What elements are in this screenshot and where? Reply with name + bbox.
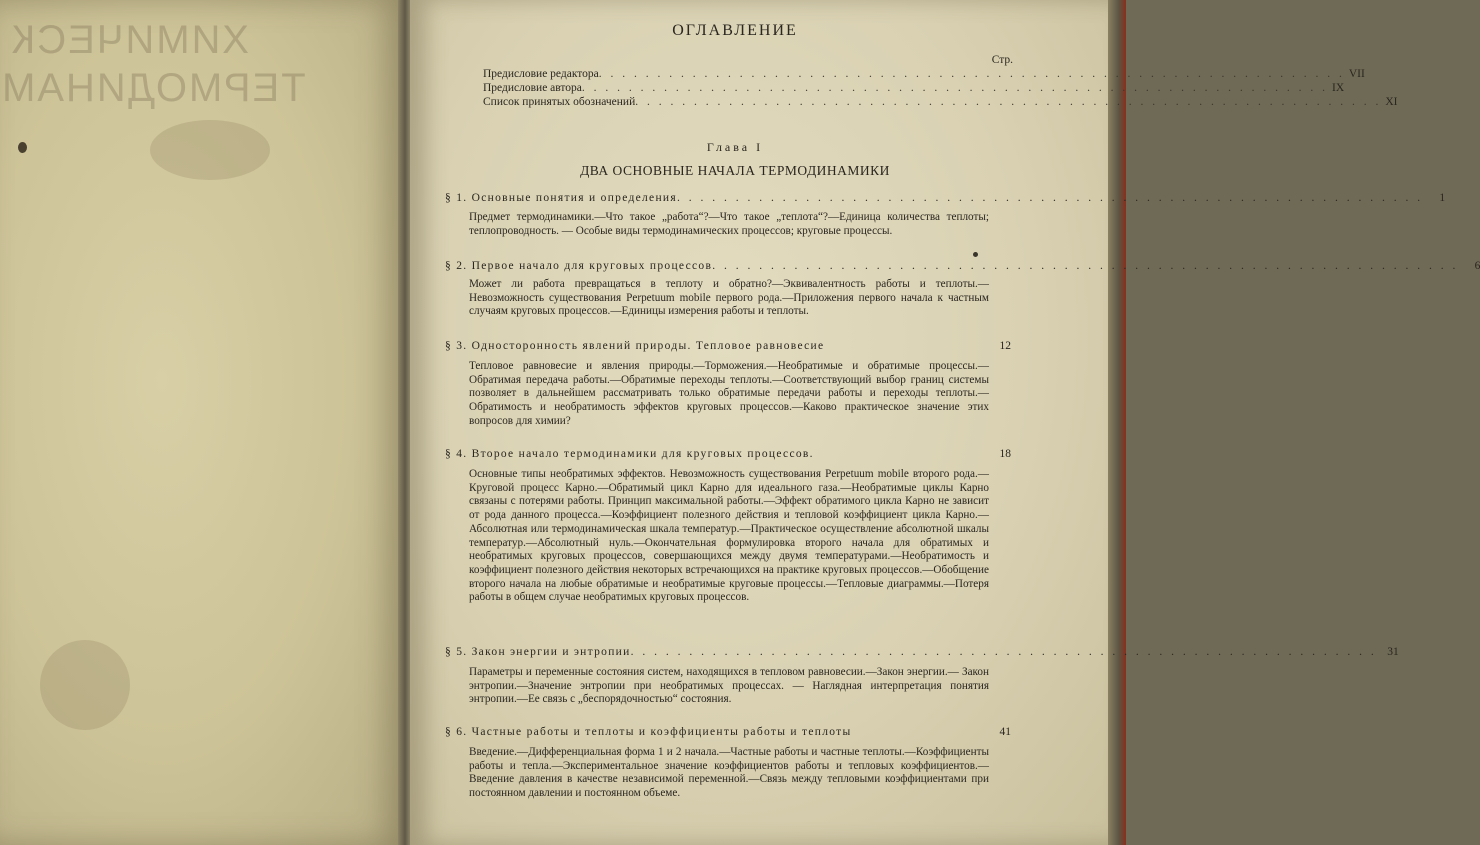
chapter-title: ДВА ОСНОВНЫЕ НАЧАЛА ТЕРМОДИНАМИКИ xyxy=(580,163,890,178)
section-title: § 5. Закон энергии и энтропии xyxy=(445,646,631,658)
leader-dots: . . . . . . . . . . . . . . . . . . . . . . . . . . . . . . . . . . . . . . . . . . . . . . . . . . . . . . . . . . . . . . . . xyxy=(676,192,1424,204)
section-description: Параметры и переменные состояния систем, находящихся в тепловом равновесии.—Закон энергии.— Закон энтропии.—Значение энтропии при необратимых процессах. — Наглядная интерпретация понятия энтропии.—Ее связь с „беспорядочностью“ состояния. xyxy=(469,666,989,706)
leader-dots xyxy=(852,726,989,742)
toc-entry-page: IX xyxy=(1332,82,1345,94)
paper-stain xyxy=(40,640,130,730)
section-description: Может ли работа превращаться в теплоту и обратно?—Эквивалентность работы и теплоты.—Невозможность существования Perpetuum mobile первого рода.—Приложения первого начала к частным случаям круговых процессов.—Единицы измерения работы и теплоты. xyxy=(469,278,989,318)
paper-stain xyxy=(150,120,270,180)
section-page: 18 xyxy=(999,448,1011,460)
toc-entry-page: XI xyxy=(1385,96,1398,108)
section-page: 41 xyxy=(999,726,1011,738)
toc-title: ОГЛАВЛЕНИЕ xyxy=(672,22,798,39)
section-page: 1 xyxy=(1439,192,1446,204)
toc-entry-page: VII xyxy=(1348,68,1365,80)
toc-section-row xyxy=(445,260,1480,276)
section-title: § 1. Основные понятия и определения xyxy=(445,192,677,204)
toc-entry-title: Список принятых обозначений xyxy=(483,96,636,108)
leader-dots xyxy=(824,340,989,356)
section-page: 6 xyxy=(1474,260,1480,272)
toc-front-matter-row xyxy=(483,68,1365,83)
leader-dots: . . . . . . . . . . . . . . . . . . . . . . . . . . . . . . . . . . . . . . . . . . . . . . . . . . . . . . . . . . . . . . . . xyxy=(630,646,1377,658)
toc-section-row xyxy=(445,646,1399,662)
section-description: Введение.—Дифференциальная форма 1 и 2 начала.—Частные работы и частные теплоты.—Коэффициенты работы и тепла.—Экспериментальное значение коэффициентов работы и тепловых коэффициентов.—Введение давления в качестве независимой переменной.—Связь между тепловыми коэффициентами при постоянном давлении и постоянном объеме. xyxy=(469,746,989,800)
section-page: 31 xyxy=(1387,646,1399,658)
page-column-header: Стр. xyxy=(991,54,1013,66)
toc-section-row xyxy=(445,340,1011,356)
section-title: § 2. Первое начало для круговых процессов xyxy=(445,260,713,272)
leader-dots: . . . . . . . . . . . . . . . . . . . . . . . . . . . . . . . . . . . . . . . . . . . . . . . . . . . . . . . . . . . . . . . . xyxy=(598,68,1345,80)
section-description: Основные типы необратимых эффектов. Невозможность существования Perpetuum mobile второго рода.—Круговой процесс Карно.—Обратимый цикл Карно для идеального газа.—Необратимые циклы Карно связаны с потерями работы. Принцип максимальной работы.—Эффект обратимого цикла Карно не зависит от рода данного процесса.—Коэффициент полезного действия и тепловой коэффициент цикла Карно.—Абсолютная или термодинамическая шкала температур.—Практическое осуществление абсолютной шкалы температур.—Абсолютный нуль.—Окончательная формулировка второго начала для обратимых и необратимых круговых процессов, совершающихся между двумя температурами.—Необратимость и коэффициент полезного действия некоторых встречающихся на практике круговых процессов.—Обобщение второго начала на любые обратимые и необратимые круговые процессы.—Тепловые диаграммы.—Потеря работы в общем случае необратимых круговых процессов. xyxy=(469,468,989,604)
leader-dots: . . . . . . . . . . . . . . . . . . . . . . . . . . . . . . . . . . . . . . . . . . . . . . . . . . . . . . . . . . . . . . . . xyxy=(635,96,1382,108)
toc-section-row xyxy=(445,448,1011,464)
left-page xyxy=(0,0,405,845)
toc-entry-title: Предисловие редактора xyxy=(483,68,599,80)
section-title: § 3. Односторонность явлений природы. Тепловое равновесие xyxy=(445,340,825,352)
section-title: § 4. Второе начало термодинамики для круговых процессов. xyxy=(445,448,814,460)
left-page-bleed-line-2: ТЕРМОДИНАМ xyxy=(0,66,306,110)
toc-section-row xyxy=(445,192,1446,208)
ink-dot xyxy=(973,252,978,257)
chapter-label: Глава I xyxy=(706,140,764,154)
toc-entry-title: Предисловие автора xyxy=(483,82,582,94)
page-edge xyxy=(1108,0,1126,845)
table-of-contents xyxy=(445,0,1480,845)
section-page: 12 xyxy=(999,340,1011,352)
toc-front-matter-row xyxy=(483,96,1398,111)
section-description: Тепловое равновесие и явления природы.—Торможения.—Необратимые и обратимые процессы.—Обратимая передача работы.—Обратимые переходы теплоты.—Соответствующий выбор границ системы позволяет в дальнейшем рассматривать только обратимые передачи работы и переходы теплоты.—Обратимость и необратимость эффектов круговых процессов.—Каково практическое значение этих вопросов для химии? xyxy=(469,360,989,427)
leader-dots: . . . . . . . . . . . . . . . . . . . . . . . . . . . . . . . . . . . . . . . . . . . . . . . . . . . . . . . . . . . . . . . . xyxy=(581,82,1329,94)
section-title: § 6. Частные работы и теплоты и коэффициенты работы и теплоты xyxy=(445,726,852,738)
left-page-bleed-line-1: ХИМИЧЕСК xyxy=(10,18,250,62)
leader-dots xyxy=(814,448,989,464)
toc-front-matter-row xyxy=(483,82,1345,97)
toc-section-row xyxy=(445,726,1011,742)
leader-dots: . . . . . . . . . . . . . . . . . . . . . . . . . . . . . . . . . . . . . . . . . . . . . . . . . . . . . . . . . . . . . . . . xyxy=(712,260,1459,272)
section-description: Предмет термодинамики.—Что такое „работа“?—Что такое „теплота“?—Единица количества теплоты; теплопроводность. — Особые виды термодинамических процессов; круговые процессы. xyxy=(469,211,989,237)
ink-spot xyxy=(18,142,27,153)
